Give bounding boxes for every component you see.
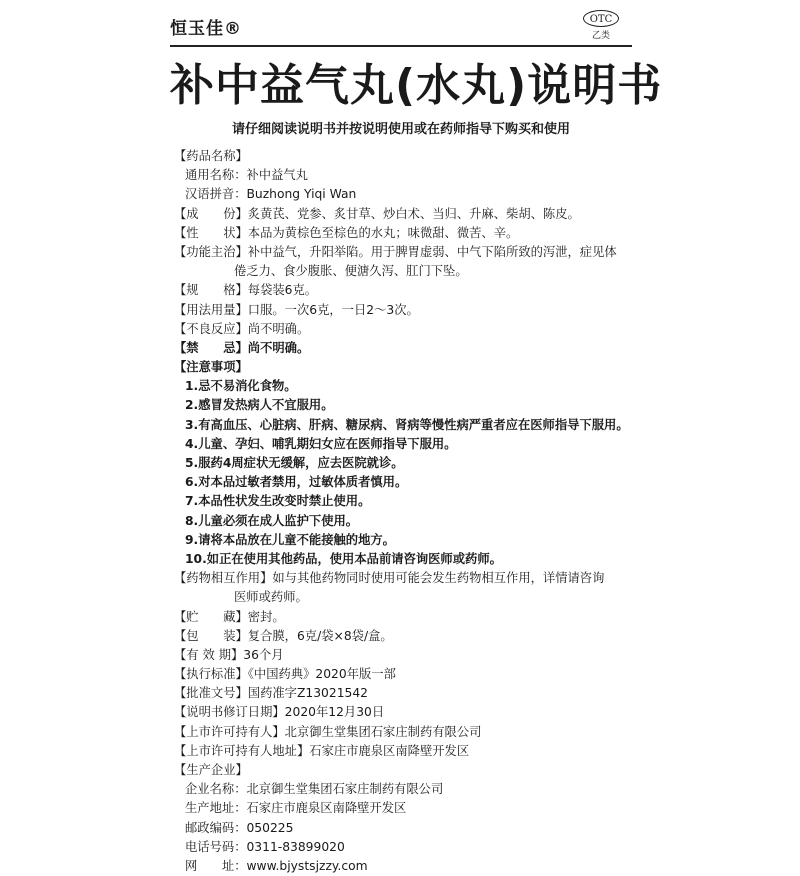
leaflet-line: 6.对本品过敏者禁用，过敏体质者慎用。 bbox=[185, 475, 408, 490]
leaflet-line: 7.本品性状发生改变时禁止使用。 bbox=[185, 494, 371, 509]
brand-logo-text: 恒玉佳® bbox=[170, 19, 242, 39]
leaflet-line: 倦乏力、食少腹胀、便溏久泻、肛门下坠。 bbox=[234, 264, 468, 279]
leaflet-line: 【药物相互作用】如与其他药物同时使用可能会发生药物相互作用，详情请咨询 bbox=[174, 571, 605, 586]
leaflet-line: 邮政编码：050225 bbox=[185, 820, 294, 835]
leaflet-line: 【规 格】每袋装6克。 bbox=[174, 283, 318, 298]
leaflet-line: 1.忌不易消化食物。 bbox=[185, 379, 297, 394]
leaflet-line: 8.儿童必须在成人监护下使用。 bbox=[185, 513, 359, 528]
leaflet-line: 【执行标准】《中国药典》2020年版一部 bbox=[174, 667, 396, 682]
leaflet-line: 5.服药4周症状无缓解，应去医院就诊。 bbox=[185, 456, 404, 470]
document-subtitle: 请仔细阅读说明书并按说明使用或在药师指导下购买和使用 bbox=[231, 122, 570, 137]
leaflet-line: 医师或药师。 bbox=[234, 590, 308, 605]
leaflet-line: 【有 效 期】36个月 bbox=[174, 647, 284, 662]
leaflet-line: 【批准文号】国药准字Z13021542 bbox=[174, 686, 368, 701]
leaflet-line: 生产地址：石家庄市鹿泉区南降壁开发区 bbox=[185, 801, 407, 816]
leaflet-line: 【贮 藏】密封。 bbox=[174, 609, 285, 624]
leaflet-line: 企业名称：北京御生堂集团石家庄制药有限公司 bbox=[185, 782, 444, 797]
otc-badge: OTC bbox=[583, 10, 619, 27]
leaflet-line: 【说明书修订日期】2020年12月30日 bbox=[174, 705, 385, 720]
leaflet-line: 【上市许可持有人】北京御生堂集团石家庄制药有限公司 bbox=[174, 724, 482, 739]
document-title: 补中益气丸(水丸)说明书 bbox=[170, 60, 663, 111]
leaflet-line: 【上市许可持有人地址】石家庄市鹿泉区南降壁开发区 bbox=[174, 743, 470, 758]
leaflet-line: 电话号码：0311-83899020 bbox=[185, 839, 345, 854]
leaflet-line: 【用法用量】口服。一次6克，一日2～3次。 bbox=[174, 302, 419, 317]
leaflet-line: 通用名称：补中益气丸 bbox=[185, 168, 308, 183]
leaflet-line: 【禁 忌】尚不明确。 bbox=[174, 340, 310, 355]
leaflet-line: 9.请将本品放在儿童不能接触的地方。 bbox=[185, 532, 395, 547]
leaflet-line: 2.感冒发热病人不宜服用。 bbox=[185, 398, 334, 413]
otc-class-label: 乙类 bbox=[591, 31, 610, 41]
leaflet-line: 网 址：www.bjystsjzzy.com bbox=[185, 858, 368, 873]
leaflet-line: 【成 份】炙黄芪、党参、炙甘草、炒白术、当归、升麻、柴胡、陈皮。 bbox=[174, 206, 580, 221]
leaflet-line: 【功能主治】补中益气，升阳举陷。用于脾胃虚弱、中气下陷所致的泻泄，症见体 bbox=[174, 244, 617, 259]
title-divider bbox=[170, 45, 632, 47]
leaflet-line: 【不良反应】尚不明确。 bbox=[174, 321, 310, 336]
leaflet-line: 【包 装】复合膜，6克/袋×8袋/盒。 bbox=[174, 628, 393, 643]
otc-mark bbox=[583, 10, 619, 41]
leaflet-line: 【注意事项】 bbox=[174, 360, 248, 375]
leaflet-line: 3.有高血压、心脏病、肝病、糖尿病、肾病等慢性病严重者应在医师指导下服用。 bbox=[185, 417, 629, 432]
leaflet-line: 4.儿童、孕妇、哺乳期妇女应在医师指导下服用。 bbox=[185, 436, 457, 451]
leaflet-line: 10.如正在使用其他药品，使用本品前请咨询医师或药师。 bbox=[185, 551, 502, 566]
leaflet-line: 【性 状】本品为黄棕色至棕色的水丸；味微甜、微苦、辛。 bbox=[174, 225, 519, 240]
leaflet-body bbox=[174, 147, 634, 876]
leaflet-line: 【药品名称】 bbox=[174, 149, 248, 163]
leaflet-line: 【生产企业】 bbox=[174, 763, 248, 777]
leaflet-line: 汉语拼音：Buzhong Yiqi Wan bbox=[185, 187, 357, 202]
